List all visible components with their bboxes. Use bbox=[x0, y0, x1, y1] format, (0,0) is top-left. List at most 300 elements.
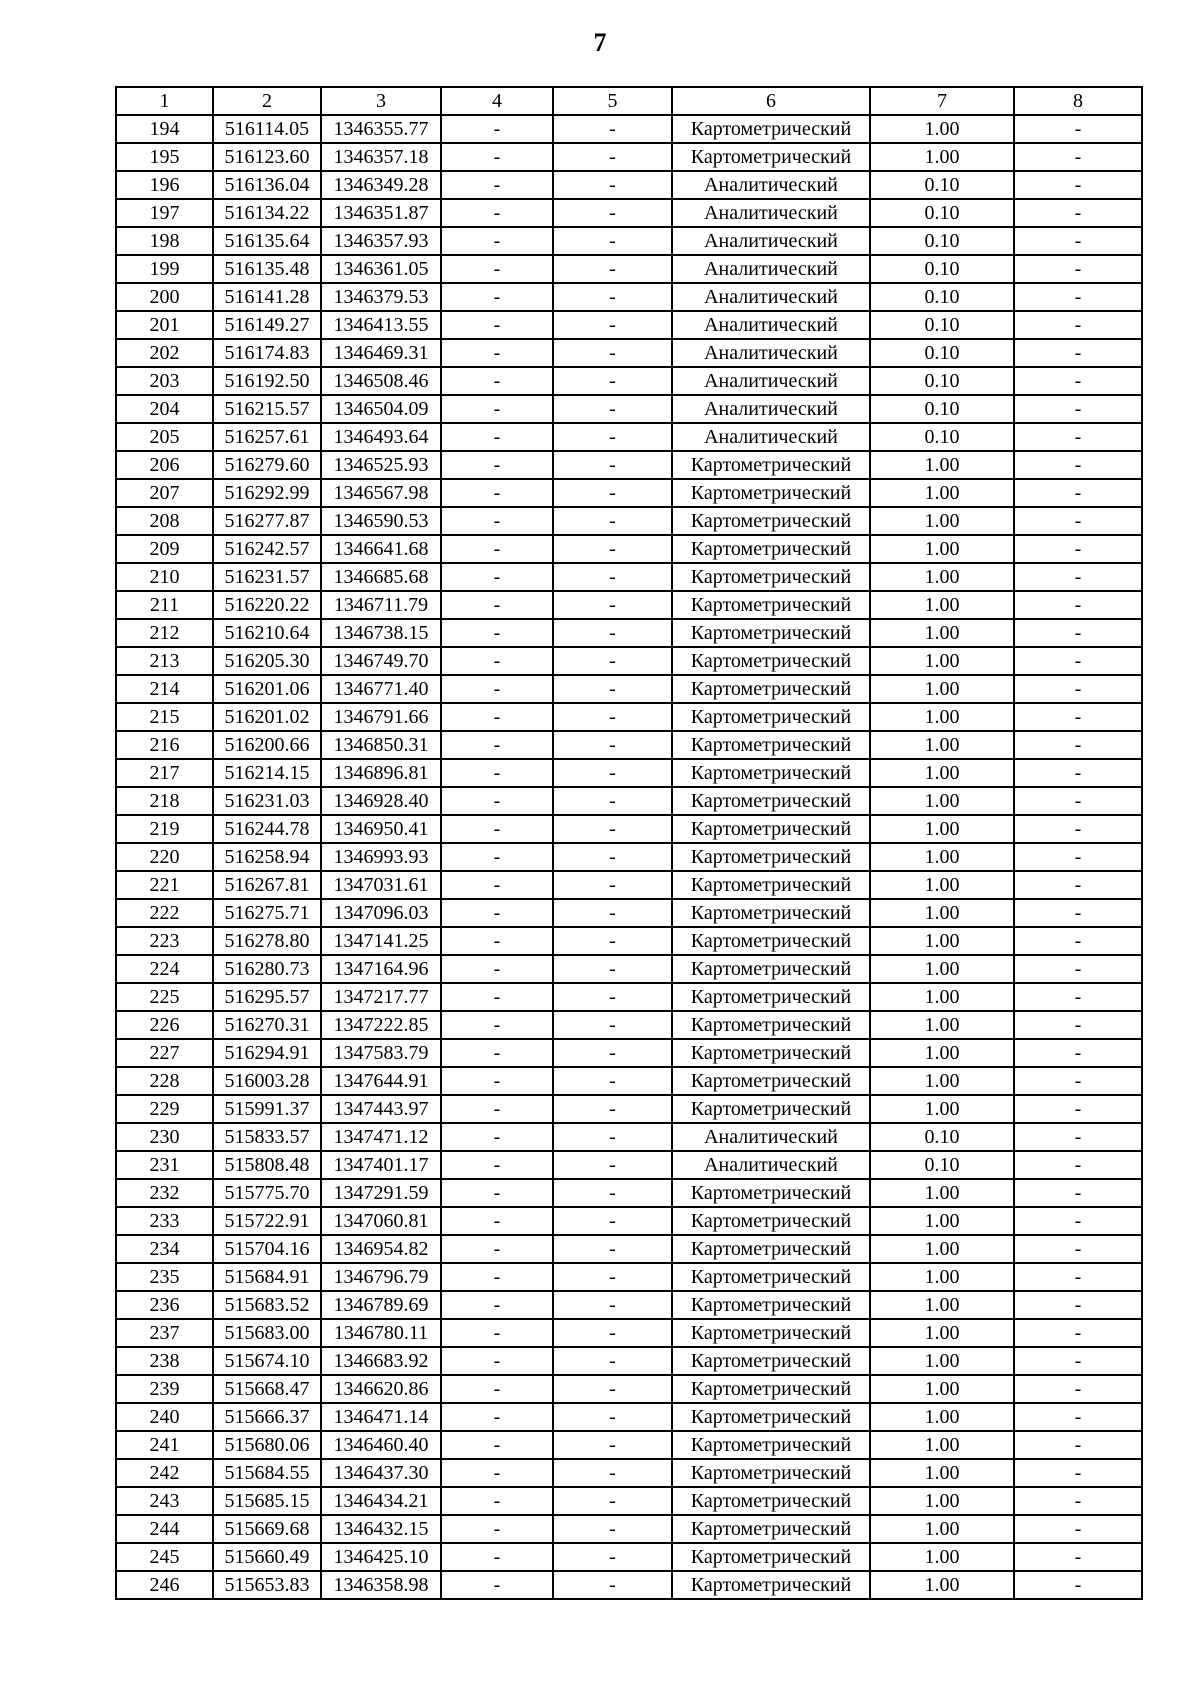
table-row bbox=[116, 143, 1142, 171]
point-number-cell: 246 bbox=[116, 1571, 213, 1599]
method-cell: Аналитический bbox=[672, 171, 870, 199]
method-cell: Картометрический bbox=[672, 815, 870, 843]
col-8-value-cell: - bbox=[1014, 1235, 1142, 1263]
col-5-value-cell: - bbox=[553, 871, 672, 899]
col-4-value-cell: - bbox=[441, 871, 553, 899]
method-cell: Картометрический bbox=[672, 1515, 870, 1543]
column-header: 3 bbox=[321, 87, 441, 115]
accuracy-cell: 0.10 bbox=[870, 367, 1014, 395]
y-coordinate-cell: 1347583.79 bbox=[321, 1039, 441, 1067]
accuracy-cell: 1.00 bbox=[870, 1515, 1014, 1543]
table-row bbox=[116, 871, 1142, 899]
col-8-value-cell: - bbox=[1014, 647, 1142, 675]
table-row bbox=[116, 1067, 1142, 1095]
table-row bbox=[116, 1319, 1142, 1347]
col-5-value-cell: - bbox=[553, 171, 672, 199]
col-8-value-cell: - bbox=[1014, 115, 1142, 143]
col-8-value-cell: - bbox=[1014, 255, 1142, 283]
x-coordinate-cell: 515808.48 bbox=[213, 1151, 321, 1179]
y-coordinate-cell: 1346738.15 bbox=[321, 619, 441, 647]
y-coordinate-cell: 1346641.68 bbox=[321, 535, 441, 563]
col-4-value-cell: - bbox=[441, 787, 553, 815]
col-4-value-cell: - bbox=[441, 731, 553, 759]
method-cell: Аналитический bbox=[672, 311, 870, 339]
col-4-value-cell: - bbox=[441, 143, 553, 171]
accuracy-cell: 1.00 bbox=[870, 1067, 1014, 1095]
point-number-cell: 225 bbox=[116, 983, 213, 1011]
point-number-cell: 222 bbox=[116, 899, 213, 927]
point-number-cell: 213 bbox=[116, 647, 213, 675]
column-header: 6 bbox=[672, 87, 870, 115]
x-coordinate-cell: 516267.81 bbox=[213, 871, 321, 899]
accuracy-cell: 1.00 bbox=[870, 115, 1014, 143]
col-5-value-cell: - bbox=[553, 1431, 672, 1459]
col-4-value-cell: - bbox=[441, 255, 553, 283]
col-8-value-cell: - bbox=[1014, 171, 1142, 199]
col-8-value-cell: - bbox=[1014, 1179, 1142, 1207]
col-5-value-cell: - bbox=[553, 1151, 672, 1179]
col-4-value-cell: - bbox=[441, 1011, 553, 1039]
point-number-cell: 223 bbox=[116, 927, 213, 955]
x-coordinate-cell: 516220.22 bbox=[213, 591, 321, 619]
y-coordinate-cell: 1347644.91 bbox=[321, 1067, 441, 1095]
accuracy-cell: 1.00 bbox=[870, 871, 1014, 899]
table-row bbox=[116, 1291, 1142, 1319]
col-4-value-cell: - bbox=[441, 815, 553, 843]
x-coordinate-cell: 516201.06 bbox=[213, 675, 321, 703]
y-coordinate-cell: 1346683.92 bbox=[321, 1347, 441, 1375]
point-number-cell: 231 bbox=[116, 1151, 213, 1179]
y-coordinate-cell: 1346349.28 bbox=[321, 171, 441, 199]
point-number-cell: 227 bbox=[116, 1039, 213, 1067]
col-4-value-cell: - bbox=[441, 647, 553, 675]
col-8-value-cell: - bbox=[1014, 1011, 1142, 1039]
col-8-value-cell: - bbox=[1014, 899, 1142, 927]
table-row bbox=[116, 199, 1142, 227]
table-row bbox=[116, 899, 1142, 927]
y-coordinate-cell: 1346896.81 bbox=[321, 759, 441, 787]
col-5-value-cell: - bbox=[553, 535, 672, 563]
method-cell: Картометрический bbox=[672, 703, 870, 731]
y-coordinate-cell: 1347164.96 bbox=[321, 955, 441, 983]
method-cell: Аналитический bbox=[672, 367, 870, 395]
point-number-cell: 195 bbox=[116, 143, 213, 171]
col-4-value-cell: - bbox=[441, 1291, 553, 1319]
col-8-value-cell: - bbox=[1014, 507, 1142, 535]
method-cell: Аналитический bbox=[672, 423, 870, 451]
point-number-cell: 235 bbox=[116, 1263, 213, 1291]
method-cell: Аналитический bbox=[672, 283, 870, 311]
col-4-value-cell: - bbox=[441, 507, 553, 535]
col-5-value-cell: - bbox=[553, 1403, 672, 1431]
col-5-value-cell: - bbox=[553, 507, 672, 535]
method-cell: Картометрический bbox=[672, 1235, 870, 1263]
col-8-value-cell: - bbox=[1014, 339, 1142, 367]
col-4-value-cell: - bbox=[441, 1263, 553, 1291]
accuracy-cell: 1.00 bbox=[870, 1207, 1014, 1235]
accuracy-cell: 1.00 bbox=[870, 143, 1014, 171]
method-cell: Аналитический bbox=[672, 199, 870, 227]
y-coordinate-cell: 1346413.55 bbox=[321, 311, 441, 339]
accuracy-cell: 1.00 bbox=[870, 619, 1014, 647]
method-cell: Картометрический bbox=[672, 479, 870, 507]
method-cell: Картометрический bbox=[672, 1403, 870, 1431]
col-4-value-cell: - bbox=[441, 1123, 553, 1151]
y-coordinate-cell: 1347060.81 bbox=[321, 1207, 441, 1235]
accuracy-cell: 1.00 bbox=[870, 1347, 1014, 1375]
x-coordinate-cell: 515660.49 bbox=[213, 1543, 321, 1571]
col-8-value-cell: - bbox=[1014, 731, 1142, 759]
col-4-value-cell: - bbox=[441, 535, 553, 563]
method-cell: Картометрический bbox=[672, 1291, 870, 1319]
col-4-value-cell: - bbox=[441, 1039, 553, 1067]
col-5-value-cell: - bbox=[553, 591, 672, 619]
x-coordinate-cell: 515685.15 bbox=[213, 1487, 321, 1515]
col-8-value-cell: - bbox=[1014, 955, 1142, 983]
accuracy-cell: 0.10 bbox=[870, 1123, 1014, 1151]
point-number-cell: 230 bbox=[116, 1123, 213, 1151]
accuracy-cell: 1.00 bbox=[870, 955, 1014, 983]
col-5-value-cell: - bbox=[553, 843, 672, 871]
method-cell: Картометрический bbox=[672, 675, 870, 703]
table-row bbox=[116, 647, 1142, 675]
method-cell: Картометрический bbox=[672, 1011, 870, 1039]
y-coordinate-cell: 1346493.64 bbox=[321, 423, 441, 451]
y-coordinate-cell: 1346460.40 bbox=[321, 1431, 441, 1459]
table-row bbox=[116, 1487, 1142, 1515]
point-number-cell: 206 bbox=[116, 451, 213, 479]
x-coordinate-cell: 516215.57 bbox=[213, 395, 321, 423]
col-4-value-cell: - bbox=[441, 703, 553, 731]
table-row bbox=[116, 255, 1142, 283]
x-coordinate-cell: 516192.50 bbox=[213, 367, 321, 395]
point-number-cell: 201 bbox=[116, 311, 213, 339]
col-5-value-cell: - bbox=[553, 1235, 672, 1263]
col-4-value-cell: - bbox=[441, 1571, 553, 1599]
x-coordinate-cell: 516210.64 bbox=[213, 619, 321, 647]
method-cell: Картометрический bbox=[672, 1487, 870, 1515]
y-coordinate-cell: 1347031.61 bbox=[321, 871, 441, 899]
point-number-cell: 233 bbox=[116, 1207, 213, 1235]
col-8-value-cell: - bbox=[1014, 759, 1142, 787]
col-8-value-cell: - bbox=[1014, 675, 1142, 703]
accuracy-cell: 1.00 bbox=[870, 1571, 1014, 1599]
method-cell: Картометрический bbox=[672, 843, 870, 871]
col-5-value-cell: - bbox=[553, 955, 672, 983]
col-5-value-cell: - bbox=[553, 675, 672, 703]
table-row bbox=[116, 339, 1142, 367]
point-number-cell: 216 bbox=[116, 731, 213, 759]
method-cell: Картометрический bbox=[672, 1347, 870, 1375]
method-cell: Аналитический bbox=[672, 1123, 870, 1151]
col-8-value-cell: - bbox=[1014, 1263, 1142, 1291]
y-coordinate-cell: 1346567.98 bbox=[321, 479, 441, 507]
x-coordinate-cell: 516149.27 bbox=[213, 311, 321, 339]
method-cell: Картометрический bbox=[672, 1039, 870, 1067]
col-5-value-cell: - bbox=[553, 1179, 672, 1207]
col-5-value-cell: - bbox=[553, 815, 672, 843]
table-row bbox=[116, 1235, 1142, 1263]
col-8-value-cell: - bbox=[1014, 311, 1142, 339]
table-row bbox=[116, 1403, 1142, 1431]
accuracy-cell: 1.00 bbox=[870, 1431, 1014, 1459]
accuracy-cell: 1.00 bbox=[870, 1543, 1014, 1571]
table-row bbox=[116, 731, 1142, 759]
col-4-value-cell: - bbox=[441, 1151, 553, 1179]
x-coordinate-cell: 515684.91 bbox=[213, 1263, 321, 1291]
col-8-value-cell: - bbox=[1014, 815, 1142, 843]
point-number-cell: 238 bbox=[116, 1347, 213, 1375]
col-5-value-cell: - bbox=[553, 1039, 672, 1067]
table-row bbox=[116, 1515, 1142, 1543]
accuracy-cell: 1.00 bbox=[870, 703, 1014, 731]
table-row bbox=[116, 563, 1142, 591]
col-8-value-cell: - bbox=[1014, 871, 1142, 899]
col-4-value-cell: - bbox=[441, 423, 553, 451]
point-number-cell: 200 bbox=[116, 283, 213, 311]
col-4-value-cell: - bbox=[441, 1515, 553, 1543]
table-row bbox=[116, 535, 1142, 563]
col-5-value-cell: - bbox=[553, 1011, 672, 1039]
table-row bbox=[116, 759, 1142, 787]
column-header: 2 bbox=[213, 87, 321, 115]
accuracy-cell: 1.00 bbox=[870, 1011, 1014, 1039]
col-4-value-cell: - bbox=[441, 171, 553, 199]
x-coordinate-cell: 515775.70 bbox=[213, 1179, 321, 1207]
col-5-value-cell: - bbox=[553, 311, 672, 339]
accuracy-cell: 1.00 bbox=[870, 1319, 1014, 1347]
y-coordinate-cell: 1346379.53 bbox=[321, 283, 441, 311]
accuracy-cell: 1.00 bbox=[870, 731, 1014, 759]
y-coordinate-cell: 1346590.53 bbox=[321, 507, 441, 535]
col-5-value-cell: - bbox=[553, 1291, 672, 1319]
col-5-value-cell: - bbox=[553, 255, 672, 283]
method-cell: Картометрический bbox=[672, 927, 870, 955]
method-cell: Картометрический bbox=[672, 1067, 870, 1095]
col-5-value-cell: - bbox=[553, 703, 672, 731]
method-cell: Аналитический bbox=[672, 339, 870, 367]
x-coordinate-cell: 515666.37 bbox=[213, 1403, 321, 1431]
col-5-value-cell: - bbox=[553, 927, 672, 955]
col-5-value-cell: - bbox=[553, 339, 672, 367]
col-5-value-cell: - bbox=[553, 1263, 672, 1291]
page-number: 7 bbox=[593, 28, 607, 57]
method-cell: Картометрический bbox=[672, 115, 870, 143]
table-row bbox=[116, 703, 1142, 731]
point-number-cell: 240 bbox=[116, 1403, 213, 1431]
col-8-value-cell: - bbox=[1014, 423, 1142, 451]
method-cell: Картометрический bbox=[672, 1095, 870, 1123]
method-cell: Картометрический bbox=[672, 955, 870, 983]
accuracy-cell: 0.10 bbox=[870, 171, 1014, 199]
point-number-cell: 218 bbox=[116, 787, 213, 815]
table-row bbox=[116, 1123, 1142, 1151]
table-header-row bbox=[116, 87, 1142, 115]
table-row bbox=[116, 507, 1142, 535]
accuracy-cell: 0.10 bbox=[870, 227, 1014, 255]
col-4-value-cell: - bbox=[441, 1067, 553, 1095]
accuracy-cell: 0.10 bbox=[870, 395, 1014, 423]
col-5-value-cell: - bbox=[553, 479, 672, 507]
col-5-value-cell: - bbox=[553, 423, 672, 451]
x-coordinate-cell: 515684.55 bbox=[213, 1459, 321, 1487]
col-5-value-cell: - bbox=[553, 395, 672, 423]
column-header: 5 bbox=[553, 87, 672, 115]
method-cell: Картометрический bbox=[672, 871, 870, 899]
col-8-value-cell: - bbox=[1014, 1039, 1142, 1067]
method-cell: Картометрический bbox=[672, 1179, 870, 1207]
table-row bbox=[116, 1179, 1142, 1207]
accuracy-cell: 1.00 bbox=[870, 675, 1014, 703]
y-coordinate-cell: 1347217.77 bbox=[321, 983, 441, 1011]
method-cell: Картометрический bbox=[672, 1431, 870, 1459]
col-4-value-cell: - bbox=[441, 367, 553, 395]
col-5-value-cell: - bbox=[553, 647, 672, 675]
y-coordinate-cell: 1346432.15 bbox=[321, 1515, 441, 1543]
col-4-value-cell: - bbox=[441, 339, 553, 367]
col-8-value-cell: - bbox=[1014, 1515, 1142, 1543]
method-cell: Аналитический bbox=[672, 1151, 870, 1179]
accuracy-cell: 1.00 bbox=[870, 843, 1014, 871]
point-number-cell: 212 bbox=[116, 619, 213, 647]
method-cell: Картометрический bbox=[672, 451, 870, 479]
y-coordinate-cell: 1346850.31 bbox=[321, 731, 441, 759]
accuracy-cell: 1.00 bbox=[870, 591, 1014, 619]
y-coordinate-cell: 1346780.11 bbox=[321, 1319, 441, 1347]
table-row bbox=[116, 955, 1142, 983]
col-5-value-cell: - bbox=[553, 1571, 672, 1599]
point-number-cell: 229 bbox=[116, 1095, 213, 1123]
col-8-value-cell: - bbox=[1014, 703, 1142, 731]
method-cell: Картометрический bbox=[672, 1319, 870, 1347]
col-4-value-cell: - bbox=[441, 1431, 553, 1459]
point-number-cell: 207 bbox=[116, 479, 213, 507]
y-coordinate-cell: 1346425.10 bbox=[321, 1543, 441, 1571]
accuracy-cell: 1.00 bbox=[870, 927, 1014, 955]
table-row bbox=[116, 1207, 1142, 1235]
y-coordinate-cell: 1346434.21 bbox=[321, 1487, 441, 1515]
point-number-cell: 198 bbox=[116, 227, 213, 255]
table-row bbox=[116, 1375, 1142, 1403]
col-5-value-cell: - bbox=[553, 115, 672, 143]
col-4-value-cell: - bbox=[441, 115, 553, 143]
point-number-cell: 236 bbox=[116, 1291, 213, 1319]
x-coordinate-cell: 516135.48 bbox=[213, 255, 321, 283]
method-cell: Картометрический bbox=[672, 647, 870, 675]
point-number-cell: 234 bbox=[116, 1235, 213, 1263]
col-4-value-cell: - bbox=[441, 227, 553, 255]
method-cell: Картометрический bbox=[672, 1459, 870, 1487]
col-5-value-cell: - bbox=[553, 619, 672, 647]
x-coordinate-cell: 515722.91 bbox=[213, 1207, 321, 1235]
accuracy-cell: 1.00 bbox=[870, 1095, 1014, 1123]
coordinates-table bbox=[115, 86, 1143, 1600]
y-coordinate-cell: 1346928.40 bbox=[321, 787, 441, 815]
y-coordinate-cell: 1346504.09 bbox=[321, 395, 441, 423]
table-body bbox=[116, 115, 1142, 1599]
accuracy-cell: 0.10 bbox=[870, 199, 1014, 227]
table-row bbox=[116, 395, 1142, 423]
col-4-value-cell: - bbox=[441, 843, 553, 871]
table-row bbox=[116, 115, 1142, 143]
accuracy-cell: 0.10 bbox=[870, 283, 1014, 311]
x-coordinate-cell: 516123.60 bbox=[213, 143, 321, 171]
y-coordinate-cell: 1346525.93 bbox=[321, 451, 441, 479]
col-4-value-cell: - bbox=[441, 479, 553, 507]
col-4-value-cell: - bbox=[441, 1487, 553, 1515]
table-row bbox=[116, 1011, 1142, 1039]
method-cell: Картометрический bbox=[672, 143, 870, 171]
method-cell: Картометрический bbox=[672, 563, 870, 591]
x-coordinate-cell: 515653.83 bbox=[213, 1571, 321, 1599]
col-4-value-cell: - bbox=[441, 1543, 553, 1571]
accuracy-cell: 1.00 bbox=[870, 1179, 1014, 1207]
point-number-cell: 211 bbox=[116, 591, 213, 619]
col-8-value-cell: - bbox=[1014, 1403, 1142, 1431]
table-row bbox=[116, 479, 1142, 507]
col-4-value-cell: - bbox=[441, 955, 553, 983]
y-coordinate-cell: 1346711.79 bbox=[321, 591, 441, 619]
col-8-value-cell: - bbox=[1014, 1095, 1142, 1123]
y-coordinate-cell: 1347141.25 bbox=[321, 927, 441, 955]
x-coordinate-cell: 516003.28 bbox=[213, 1067, 321, 1095]
point-number-cell: 237 bbox=[116, 1319, 213, 1347]
y-coordinate-cell: 1346357.93 bbox=[321, 227, 441, 255]
col-4-value-cell: - bbox=[441, 1235, 553, 1263]
col-8-value-cell: - bbox=[1014, 451, 1142, 479]
point-number-cell: 245 bbox=[116, 1543, 213, 1571]
table-row bbox=[116, 619, 1142, 647]
point-number-cell: 226 bbox=[116, 1011, 213, 1039]
accuracy-cell: 1.00 bbox=[870, 1459, 1014, 1487]
col-8-value-cell: - bbox=[1014, 563, 1142, 591]
point-number-cell: 217 bbox=[116, 759, 213, 787]
col-5-value-cell: - bbox=[553, 1487, 672, 1515]
col-5-value-cell: - bbox=[553, 1095, 672, 1123]
x-coordinate-cell: 516292.99 bbox=[213, 479, 321, 507]
x-coordinate-cell: 516231.57 bbox=[213, 563, 321, 591]
col-8-value-cell: - bbox=[1014, 1347, 1142, 1375]
accuracy-cell: 1.00 bbox=[870, 1235, 1014, 1263]
table-row bbox=[116, 311, 1142, 339]
x-coordinate-cell: 515668.47 bbox=[213, 1375, 321, 1403]
col-5-value-cell: - bbox=[553, 563, 672, 591]
col-5-value-cell: - bbox=[553, 1067, 672, 1095]
accuracy-cell: 1.00 bbox=[870, 759, 1014, 787]
col-5-value-cell: - bbox=[553, 1515, 672, 1543]
point-number-cell: 199 bbox=[116, 255, 213, 283]
column-header: 4 bbox=[441, 87, 553, 115]
y-coordinate-cell: 1346355.77 bbox=[321, 115, 441, 143]
col-8-value-cell: - bbox=[1014, 199, 1142, 227]
col-8-value-cell: - bbox=[1014, 1571, 1142, 1599]
x-coordinate-cell: 515704.16 bbox=[213, 1235, 321, 1263]
col-8-value-cell: - bbox=[1014, 591, 1142, 619]
x-coordinate-cell: 516135.64 bbox=[213, 227, 321, 255]
y-coordinate-cell: 1347222.85 bbox=[321, 1011, 441, 1039]
y-coordinate-cell: 1347096.03 bbox=[321, 899, 441, 927]
x-coordinate-cell: 516257.61 bbox=[213, 423, 321, 451]
x-coordinate-cell: 516205.30 bbox=[213, 647, 321, 675]
x-coordinate-cell: 516174.83 bbox=[213, 339, 321, 367]
col-8-value-cell: - bbox=[1014, 1067, 1142, 1095]
y-coordinate-cell: 1347471.12 bbox=[321, 1123, 441, 1151]
point-number-cell: 208 bbox=[116, 507, 213, 535]
method-cell: Картометрический bbox=[672, 1263, 870, 1291]
y-coordinate-cell: 1346950.41 bbox=[321, 815, 441, 843]
y-coordinate-cell: 1346351.87 bbox=[321, 199, 441, 227]
accuracy-cell: 1.00 bbox=[870, 787, 1014, 815]
